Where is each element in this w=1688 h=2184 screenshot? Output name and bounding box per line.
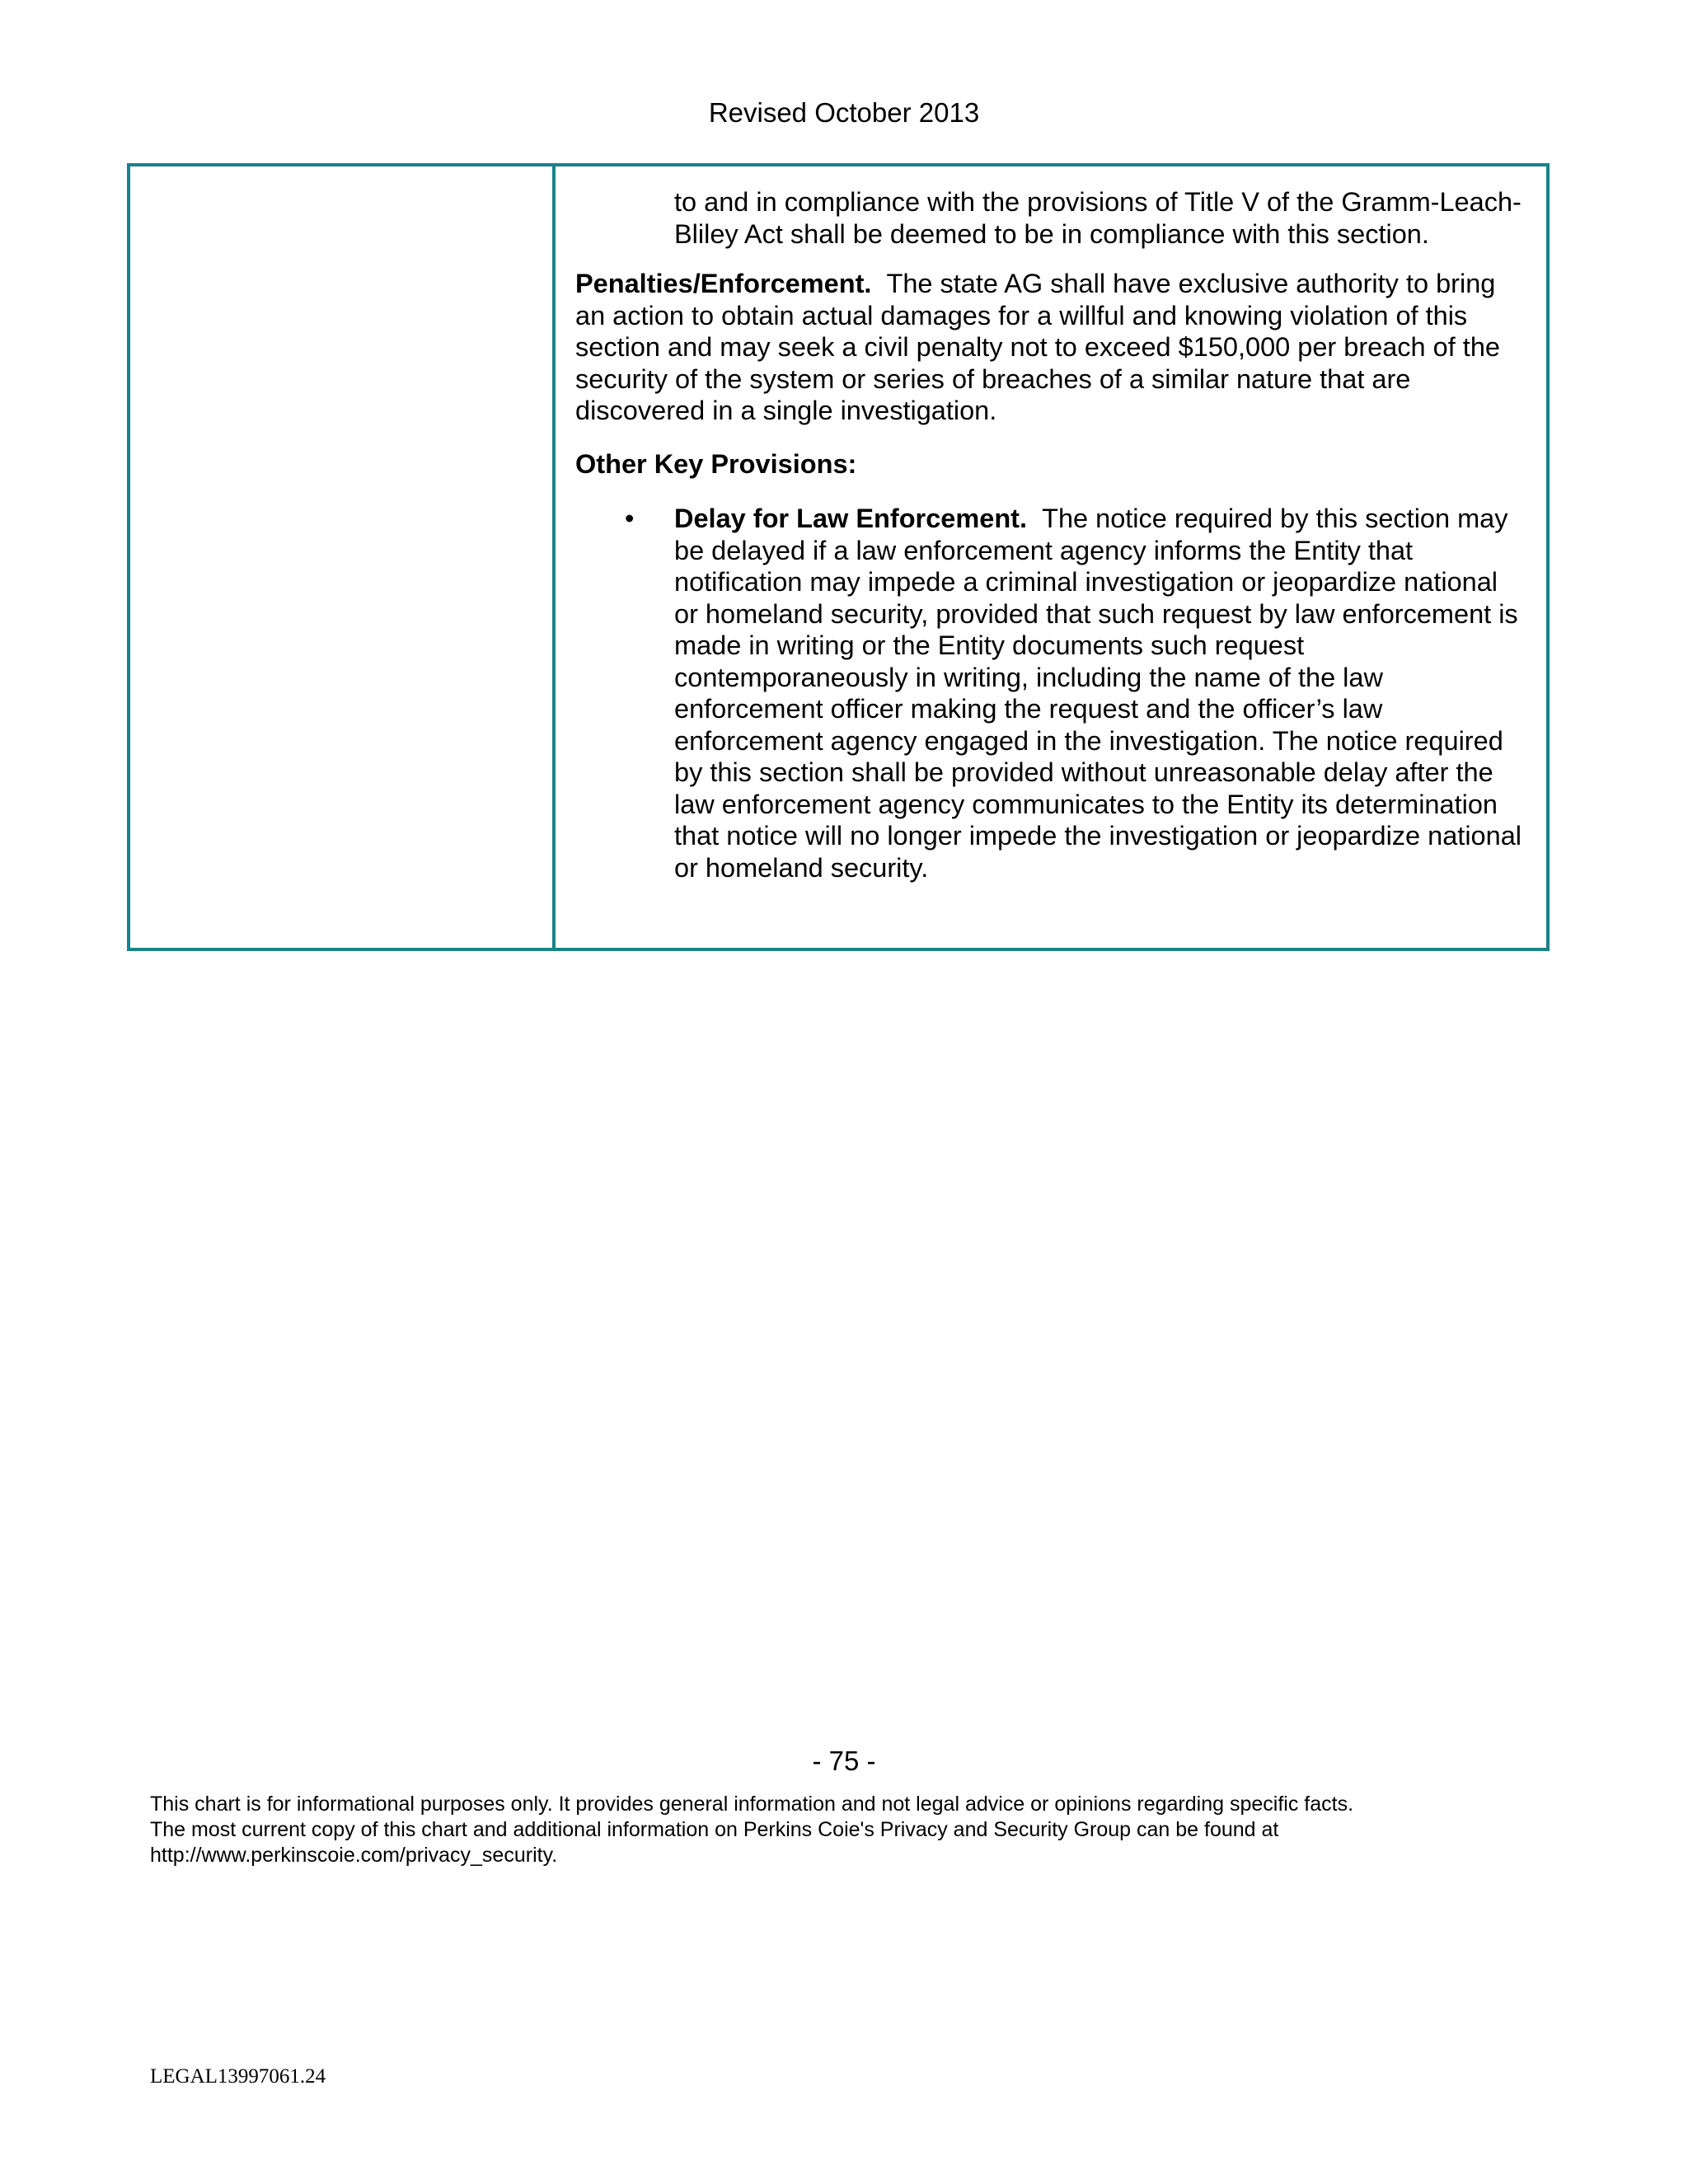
other-provisions-heading: Other Key Provisions: xyxy=(575,448,857,479)
disclaimer-line: The most current copy of this chart and additional information on Perkins Coie's Privacy and Security Group can be found at xyxy=(150,1818,1279,1841)
provisions-column-cell xyxy=(556,166,1546,948)
state-column-cell xyxy=(130,166,556,948)
bullet-label: Delay for Law Enforcement. xyxy=(674,504,1028,533)
revised-date-header: Revised October 2013 xyxy=(708,97,980,128)
list-item xyxy=(575,503,1526,883)
disclaimer-line: This chart is for informational purposes only. It provides general information and not legal advice or opinions regarding specific facts. xyxy=(150,1793,1354,1816)
penalties-label: Penalties/Enforcement. xyxy=(575,269,872,298)
page-number: - 75 - xyxy=(812,1746,876,1776)
footer-disclaimer xyxy=(150,1792,1634,1868)
law-chart-table xyxy=(127,163,1550,951)
penalties-text: The state AG shall have exclusive authority to bring an action to obtain actual damages for a willful and knowing violation of this section and may seek a civil penalty not to exceed $150,000 per breach of the security of the system or series of breaches of a similar nature that are discovered in a single investigation. xyxy=(575,269,1500,425)
provisions-bullet-list xyxy=(575,503,1526,883)
continued-provision-text: to and in compliance with the provisions of Title V of the Gramm-Leach-Bliley Act shall be deemed to be in compliance with this section. xyxy=(674,187,1522,249)
document-id: LEGAL13997061.24 xyxy=(150,2065,326,2088)
penalties-paragraph xyxy=(575,268,1526,427)
disclaimer-line: http://www.perkinscoie.com/privacy_security. xyxy=(150,1844,558,1867)
bullet-text: The notice required by this section may be delayed if a law enforcement agency informs the Entity that notification may impede a criminal investigation or jeopardize national or homeland security, provided that such request by law enforcement is made in writing or the Entity documents such request contemporaneously in writing, including the name of the law enforcement officer making the request and the officer’s law enforcement agency engaged in the investigation. The notice required by this section shall be provided without unreasonable delay after the law enforcement agency communicates to the Entity its determination that notice will no longer impede the investigation or jeopardize national or homeland security. xyxy=(674,504,1522,883)
bullet-icon: • xyxy=(625,504,635,533)
